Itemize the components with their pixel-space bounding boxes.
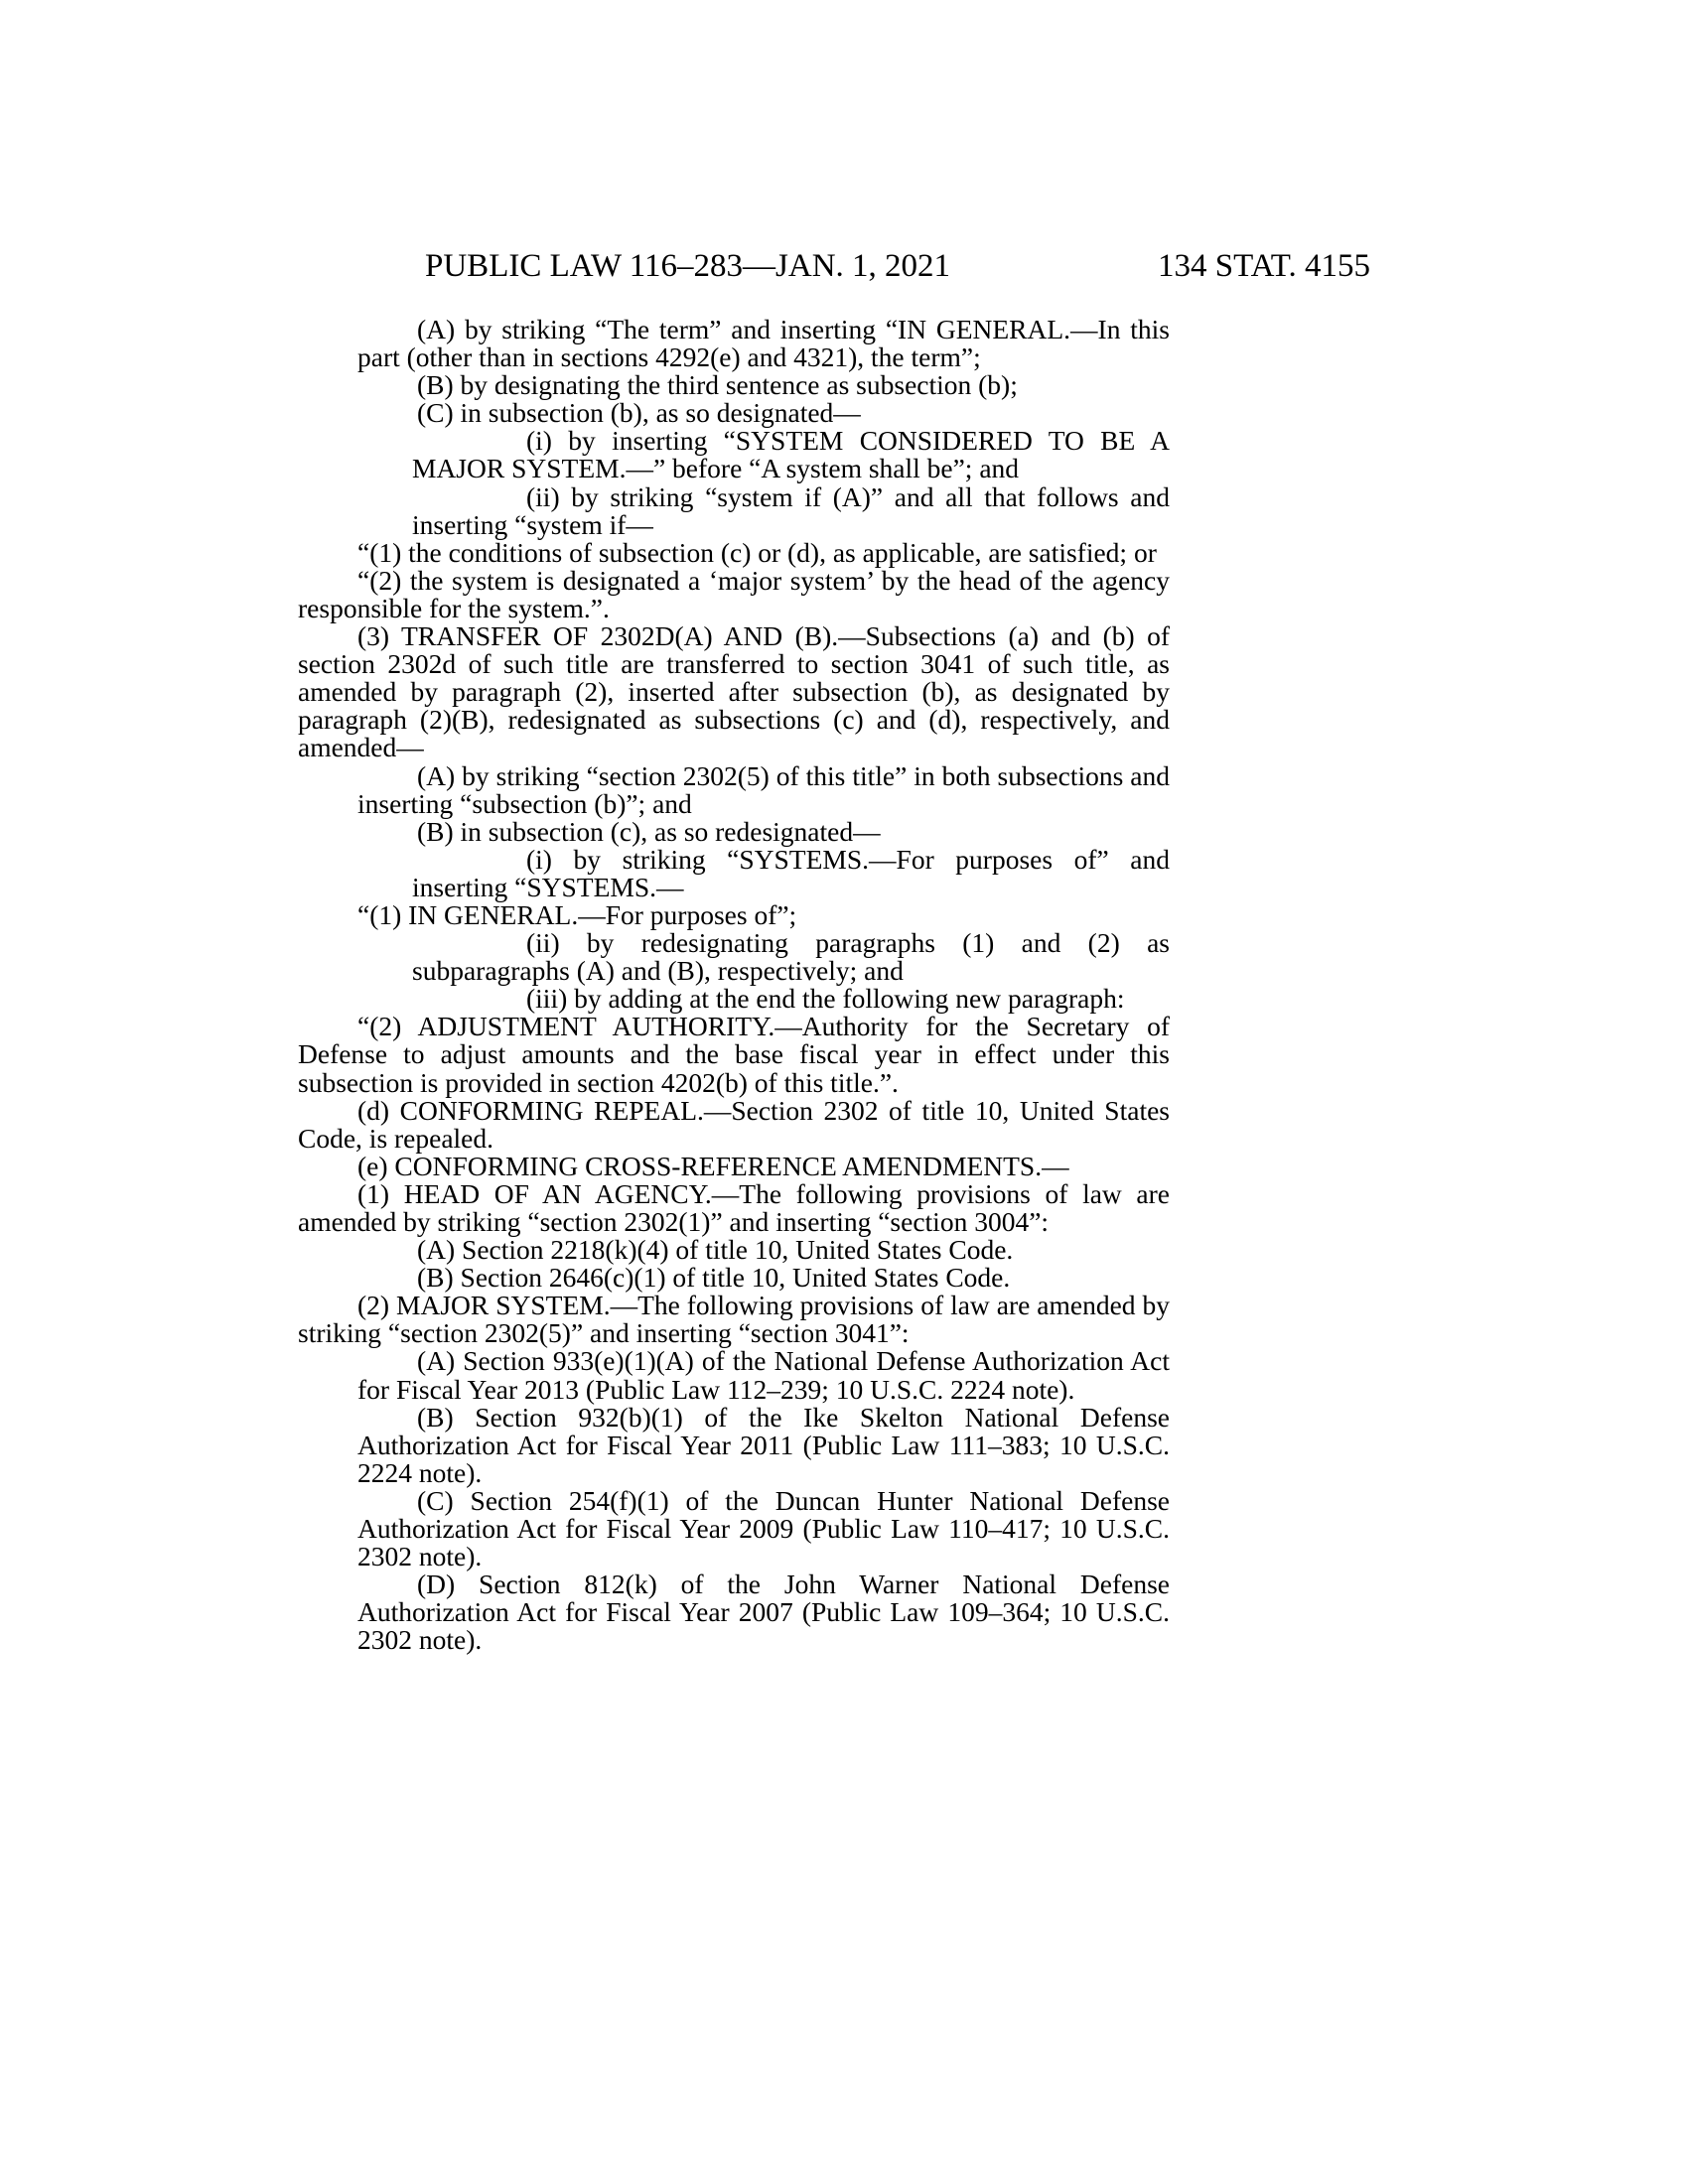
paragraph-3-clause-b-i: (i) by striking “SYSTEMS.—For purposes of” and inserting “SYSTEMS.— [412, 843, 1170, 902]
quoted-paragraph-1: “(1) the conditions of subsection (c) or (d), as applicable, are satisfied; or [357, 536, 1157, 568]
subsection-d-conforming-repeal: (d) CONFORMING REPEAL.—Section 2302 of title 10, United States Code, is repealed. [298, 1094, 1170, 1154]
head-of-agency-item-b: (B) Section 2646(c)(1) of title 10, United States Code. [417, 1262, 1011, 1294]
running-header [425, 246, 1370, 286]
major-system-item-d: (D) Section 812(k) of the John Warner National Defense Authorization Act for Fiscal Year 2007 (Public Law 109–364; 10 U.S.C. 2302 note). [357, 1569, 1170, 1656]
paragraph-3-transfer: (3) TRANSFER OF 2302D(A) AND (B).—Subsections (a) and (b) of section 2302d of such title are transferred to section 3041 of such title, as amended by paragraph (2), inserted after subsection (b), as designated by paragraph (2)(B), redesignated as subsections (c) and (d), respectively, and amended— [298, 620, 1170, 763]
paragraph-3-clause-a: (A) by striking “section 2302(5) of this title” in both subsections and inserting “subsection (b)”; and [357, 759, 1170, 819]
paragraph-2-major-system: (2) MAJOR SYSTEM.—The following provisions of law are amended by striking “section 2302(5)” and inserting “section 3041”: [298, 1290, 1170, 1349]
clause-a-strike-term: (A) by striking “The term” and inserting “IN GENERAL.—In this part (other than in sections 4292(e) and 4321), the term”; [357, 314, 1170, 373]
paragraph-3-clause-b: (B) in subsection (c), as so redesignated— [417, 815, 881, 847]
major-system-item-c: (C) Section 254(f)(1) of the Duncan Hunter National Defense Authorization Act for Fiscal Year 2009 (Public Law 110–417; 10 U.S.C. 2302 note). [357, 1484, 1170, 1572]
clause-ii-strike-system-if: (ii) by striking “system if (A)” and all that follows and inserting “system if— [412, 480, 1170, 540]
quoted-adjustment-authority: “(2) ADJUSTMENT AUTHORITY.—Authority for the Secretary of Defense to adjust amounts and the base fiscal year in effect under this subsection is provided in section 4202(b) of this title.”. [298, 1011, 1170, 1098]
header-page-number: 134 STAT. 4155 [1157, 248, 1370, 284]
header-law-citation: PUBLIC LAW 116–283—JAN. 1, 2021 [425, 248, 951, 284]
paragraph-3-clause-b-iii: (iii) by adding at the end the following new paragraph: [526, 983, 1125, 1015]
quoted-paragraph-2: “(2) the system is designated a ‘major system’ by the head of the agency responsible for the system.”. [298, 564, 1170, 623]
clause-b-designate-sentence: (B) by designating the third sentence as subsection (b); [417, 369, 1018, 401]
major-system-item-b: (B) Section 932(b)(1) of the Ike Skelton National Defense Authorization Act for Fiscal Year 2011 (Public Law 111–383; 10 U.S.C. 2224 note). [357, 1401, 1170, 1488]
clause-c-subsection-b: (C) in subsection (b), as so designated— [417, 397, 861, 429]
paragraph-3-clause-b-ii: (ii) by redesignating paragraphs (1) and (2) as subparagraphs (A) and (B), respectively; and [412, 927, 1170, 987]
subsection-e-cross-reference: (e) CONFORMING CROSS-REFERENCE AMENDMENTS.— [357, 1150, 1069, 1181]
head-of-agency-item-a: (A) Section 2218(k)(4) of title 10, United States Code. [417, 1234, 1014, 1266]
document-body [298, 316, 1170, 1655]
paragraph-1-head-of-agency: (1) HEAD OF AN AGENCY.—The following provisions of law are amended by striking “section 2302(1)” and inserting “section 3004”: [298, 1177, 1170, 1237]
clause-i-insert-heading: (i) by inserting “SYSTEM CONSIDERED TO BE A MAJOR SYSTEM.—” before “A system shall be”; and [412, 425, 1170, 484]
quoted-in-general: “(1) IN GENERAL.—For purposes of”; [357, 898, 797, 930]
major-system-item-a: (A) Section 933(e)(1)(A) of the National Defense Authorization Act for Fiscal Year 2013 (Public Law 112–239; 10 U.S.C. 2224 note). [357, 1345, 1170, 1405]
